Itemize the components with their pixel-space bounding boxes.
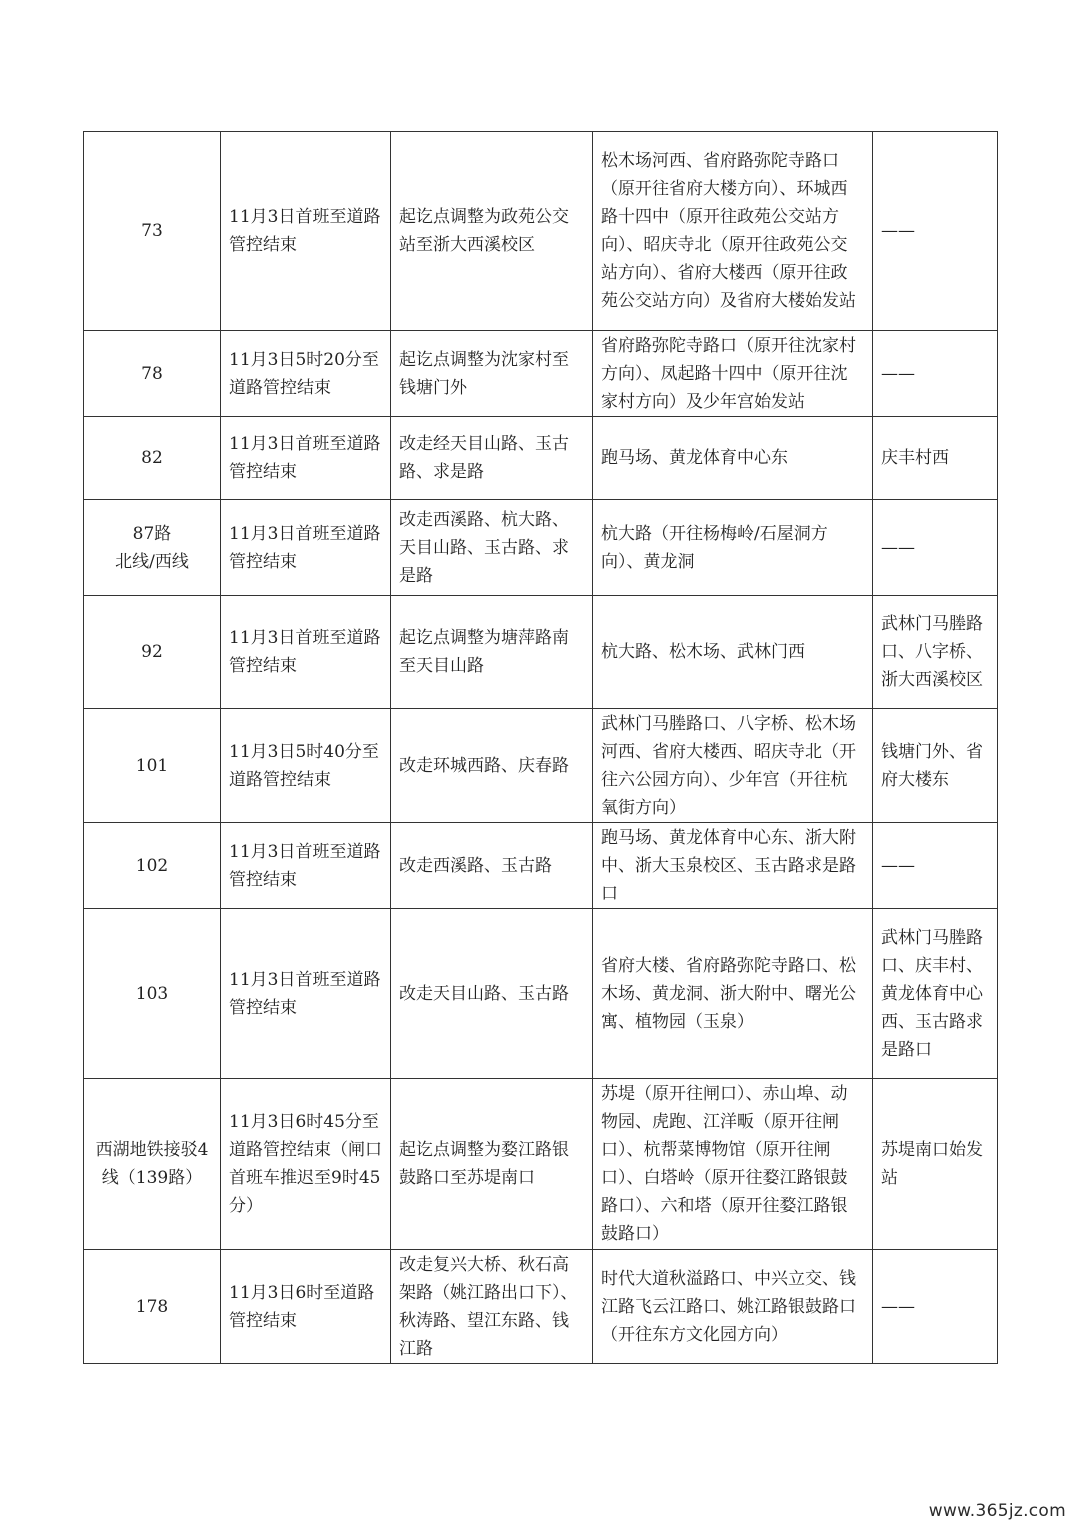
route-number-cell <box>84 823 221 909</box>
suspended-stops-cell: 省府路弥陀寺路口（原开往沈家村方向）、凤起路十四中（原开往沈家村方向）及少年宫始发站 <box>593 331 873 417</box>
route-number: 西湖地铁接驳4线（139路） <box>95 1140 209 1188</box>
table-row <box>84 331 998 417</box>
suspended-stops-cell: 松木场河西、省府路弥陀寺路口（原开往省府大楼方向）、环城西路十四中（原开往政苑公交站方向）、昭庆寺北（原开往政苑公交站方向）、省府大楼西（原开往政苑公交站方向）及省府大楼始发站 <box>593 132 873 331</box>
table-row <box>84 596 998 709</box>
added-stops-cell: —— <box>873 331 998 417</box>
route-number: 87路 北线/西线 <box>115 523 189 572</box>
table-row <box>84 132 998 331</box>
added-stops-cell: —— <box>873 132 998 331</box>
site-watermark: www.365jz.com <box>928 1501 1066 1521</box>
time-cell: 11月3日首班至道路管控结束 <box>221 823 391 909</box>
route-number: 78 <box>141 363 163 384</box>
time-cell: 11月3日5时20分至道路管控结束 <box>221 331 391 417</box>
route-number-cell <box>84 331 221 417</box>
suspended-stops-cell: 省府大楼、省府路弥陀寺路口、松木场、黄龙洞、浙大附中、曙光公寓、植物园（玉泉） <box>593 909 873 1079</box>
time-cell: 11月3日首班至道路管控结束 <box>221 909 391 1079</box>
added-stops-cell: 武林门马塍路口、八字桥、浙大西溪校区 <box>873 596 998 709</box>
suspended-stops-cell: 跑马场、黄龙体育中心东、浙大附中、浙大玉泉校区、玉古路求是路口 <box>593 823 873 909</box>
change-cell: 起讫点调整为政苑公交站至浙大西溪校区 <box>391 132 593 331</box>
table-row <box>84 823 998 909</box>
route-number: 82 <box>141 448 163 468</box>
added-stops-cell: 钱塘门外、省府大楼东 <box>873 709 998 823</box>
time-cell: 11月3日首班至道路管控结束 <box>221 500 391 596</box>
route-number-cell <box>84 596 221 709</box>
time-cell: 11月3日5时40分至道路管控结束 <box>221 709 391 823</box>
table-row <box>84 1079 998 1250</box>
route-number-cell <box>84 1250 221 1364</box>
table-row <box>84 909 998 1079</box>
suspended-stops-cell: 武林门马塍路口、八字桥、松木场河西、省府大楼西、昭庆寺北（开往六公园方向）、少年宫（开往杭氧街方向） <box>593 709 873 823</box>
suspended-stops-cell: 跑马场、黄龙体育中心东 <box>593 417 873 500</box>
route-number: 101 <box>135 755 169 776</box>
route-number: 92 <box>141 642 163 662</box>
change-cell: 起讫点调整为沈家村至钱塘门外 <box>391 331 593 417</box>
change-cell: 起讫点调整为婺江路银鼓路口至苏堤南口 <box>391 1079 593 1250</box>
table-row <box>84 500 998 596</box>
route-number: 103 <box>135 983 169 1004</box>
change-cell: 改走经天目山路、玉古路、求是路 <box>391 417 593 500</box>
change-cell: 改走西溪路、玉古路 <box>391 823 593 909</box>
time-cell: 11月3日6时45分至道路管控结束（闸口首班车推迟至9时45分） <box>221 1079 391 1250</box>
added-stops-cell: —— <box>873 1250 998 1364</box>
route-number: 178 <box>135 1296 169 1317</box>
route-number-cell <box>84 909 221 1079</box>
suspended-stops-cell: 杭大路、松木场、武林门西 <box>593 596 873 709</box>
added-stops-cell: —— <box>873 500 998 596</box>
change-cell: 改走西溪路、杭大路、天目山路、玉古路、求是路 <box>391 500 593 596</box>
route-number: 102 <box>135 855 169 876</box>
suspended-stops-cell: 时代大道秋溢路口、中兴立交、钱江路飞云江路口、姚江路银鼓路口（开往东方文化园方向） <box>593 1250 873 1364</box>
time-cell: 11月3日首班至道路管控结束 <box>221 132 391 331</box>
route-number-cell <box>84 132 221 331</box>
added-stops-cell: 庆丰村西 <box>873 417 998 500</box>
route-number-cell <box>84 417 221 500</box>
table-row <box>84 1250 998 1364</box>
suspended-stops-cell: 杭大路（开往杨梅岭/石屋洞方向）、黄龙洞 <box>593 500 873 596</box>
added-stops-cell: 苏堤南口始发站 <box>873 1079 998 1250</box>
time-cell: 11月3日6时至道路管控结束 <box>221 1250 391 1364</box>
route-number-cell <box>84 1079 221 1250</box>
added-stops-cell: —— <box>873 823 998 909</box>
route-adjustment-table <box>83 131 998 1364</box>
change-cell: 起讫点调整为塘萍路南至天目山路 <box>391 596 593 709</box>
route-number: 73 <box>141 221 163 241</box>
suspended-stops-cell: 苏堤（原开往闸口）、赤山埠、动物园、虎跑、江洋畈（原开往闸口）、杭帮菜博物馆（原开往闸口）、白塔岭（原开往婺江路银鼓路口）、六和塔（原开往婺江路银鼓路口） <box>593 1079 873 1250</box>
change-cell: 改走环城西路、庆春路 <box>391 709 593 823</box>
time-cell: 11月3日首班至道路管控结束 <box>221 596 391 709</box>
route-number-cell <box>84 500 221 596</box>
change-cell: 改走复兴大桥、秋石高架路（姚江路出口下）、秋涛路、望江东路、钱江路 <box>391 1250 593 1364</box>
change-cell: 改走天目山路、玉古路 <box>391 909 593 1079</box>
time-cell: 11月3日首班至道路管控结束 <box>221 417 391 500</box>
route-number-cell <box>84 709 221 823</box>
table-row <box>84 709 998 823</box>
table-row <box>84 417 998 500</box>
added-stops-cell: 武林门马塍路口、庆丰村、黄龙体育中心西、玉古路求是路口 <box>873 909 998 1079</box>
